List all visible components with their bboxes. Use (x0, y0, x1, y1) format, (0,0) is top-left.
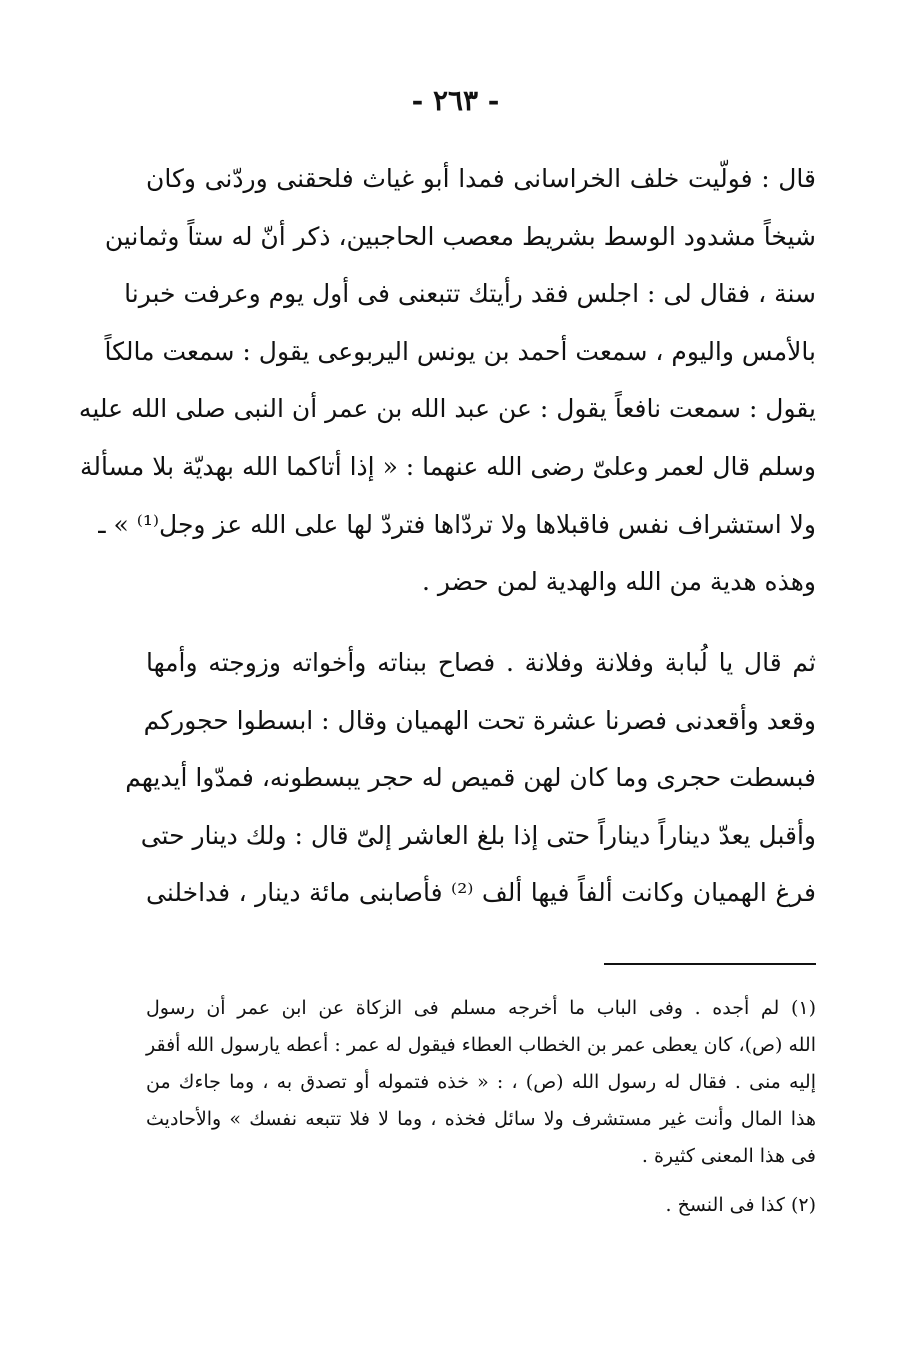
footnotes (146, 990, 816, 1224)
text-line: وسلم قال لعمر وعلىّ رضى الله عنهما : « إذا أتاكما الله بهديّة بلا مسألة (79, 451, 816, 481)
footnote-divider (604, 963, 816, 965)
text-line: وهذه هدية من الله والهدية لمن حضر . (421, 567, 816, 597)
text-line: سنة ، فقال لى : اجلس فقد رأيتك تتبعنى فى أول يوم وعرفت خبرنا (124, 279, 816, 309)
text-line: بالأمس واليوم ، سمعت أحمد بن يونس اليربوعى يقول : سمعت مالكاً (104, 336, 816, 366)
text-line: وقعد وأقعدنى فصرنا عشرة تحت الهميان وقال : ابسطوا حجوركم (143, 705, 816, 735)
footnote-2: (٢) كذا فى النسخ . (665, 1194, 816, 1216)
text-line: فبسطت حجرى وما كان لهن قميص له حجر يبسطونه، فمدّوا أيديهم (125, 763, 816, 793)
paragraph-1 (78, 150, 816, 611)
text-line: فرغ الهميان وكانت ألفاً فيها ألف ⁽²⁾ فأصابنى مائة دينار ، فداخلنى (146, 878, 816, 908)
text-line: قال : فولّيت خلف الخراسانى فمدا أبو غياث فلحقنى وردّنى وكان (146, 164, 816, 193)
footnote-line: هذا المال وأنت غير مستشرف ولا سائل فخذه ، وما لا فلا تتبعه نفسك » والأحاديث (146, 1108, 816, 1130)
text-line: ولا استشراف نفس فاقبلاها ولا تردّاها فتردّ لها على الله عز وجل⁽¹⁾ » ـ (98, 509, 816, 539)
page-number: - ٢٦٣ - (411, 84, 500, 117)
footnote-line: إليه منى . فقال له رسول الله (ص) ، : « خذه فتموله أو تصدق به ، وما جاءك من (146, 1071, 816, 1093)
paragraph-2 (125, 634, 816, 922)
footnote-line: فى هذا المعنى كثيرة . (641, 1145, 816, 1167)
text-line: يقول : سمعت نافعاً يقول : عن عبد الله بن عمر أن النبى صلى الله عليه (78, 394, 816, 424)
footnote-line: (١) لم أجده . وفى الباب ما أخرجه مسلم فى الزكاة عن ابن عمر أن رسول (146, 997, 816, 1019)
footnote-line: الله (ص)، كان يعطى عمر بن الخطاب العطاء فيقول له عمر : أعطه يارسول الله أفقر (146, 1034, 816, 1056)
text-line: وأقبل يعدّ ديناراً ديناراً حتى إذا بلغ العاشر إلىّ قال : ولك دينار حتى (140, 820, 816, 850)
text-line: ثم قال يا لُبابة وفلانة وفلانة . فصاح ببناته وأخواته وزوجته وأمها (146, 648, 816, 677)
footnote-1 (146, 990, 816, 1175)
text-line: شيخاً مشدود الوسط بشريط معصب الحاجبين، ذكر أنّ له ستاً وثمانين (104, 221, 816, 251)
